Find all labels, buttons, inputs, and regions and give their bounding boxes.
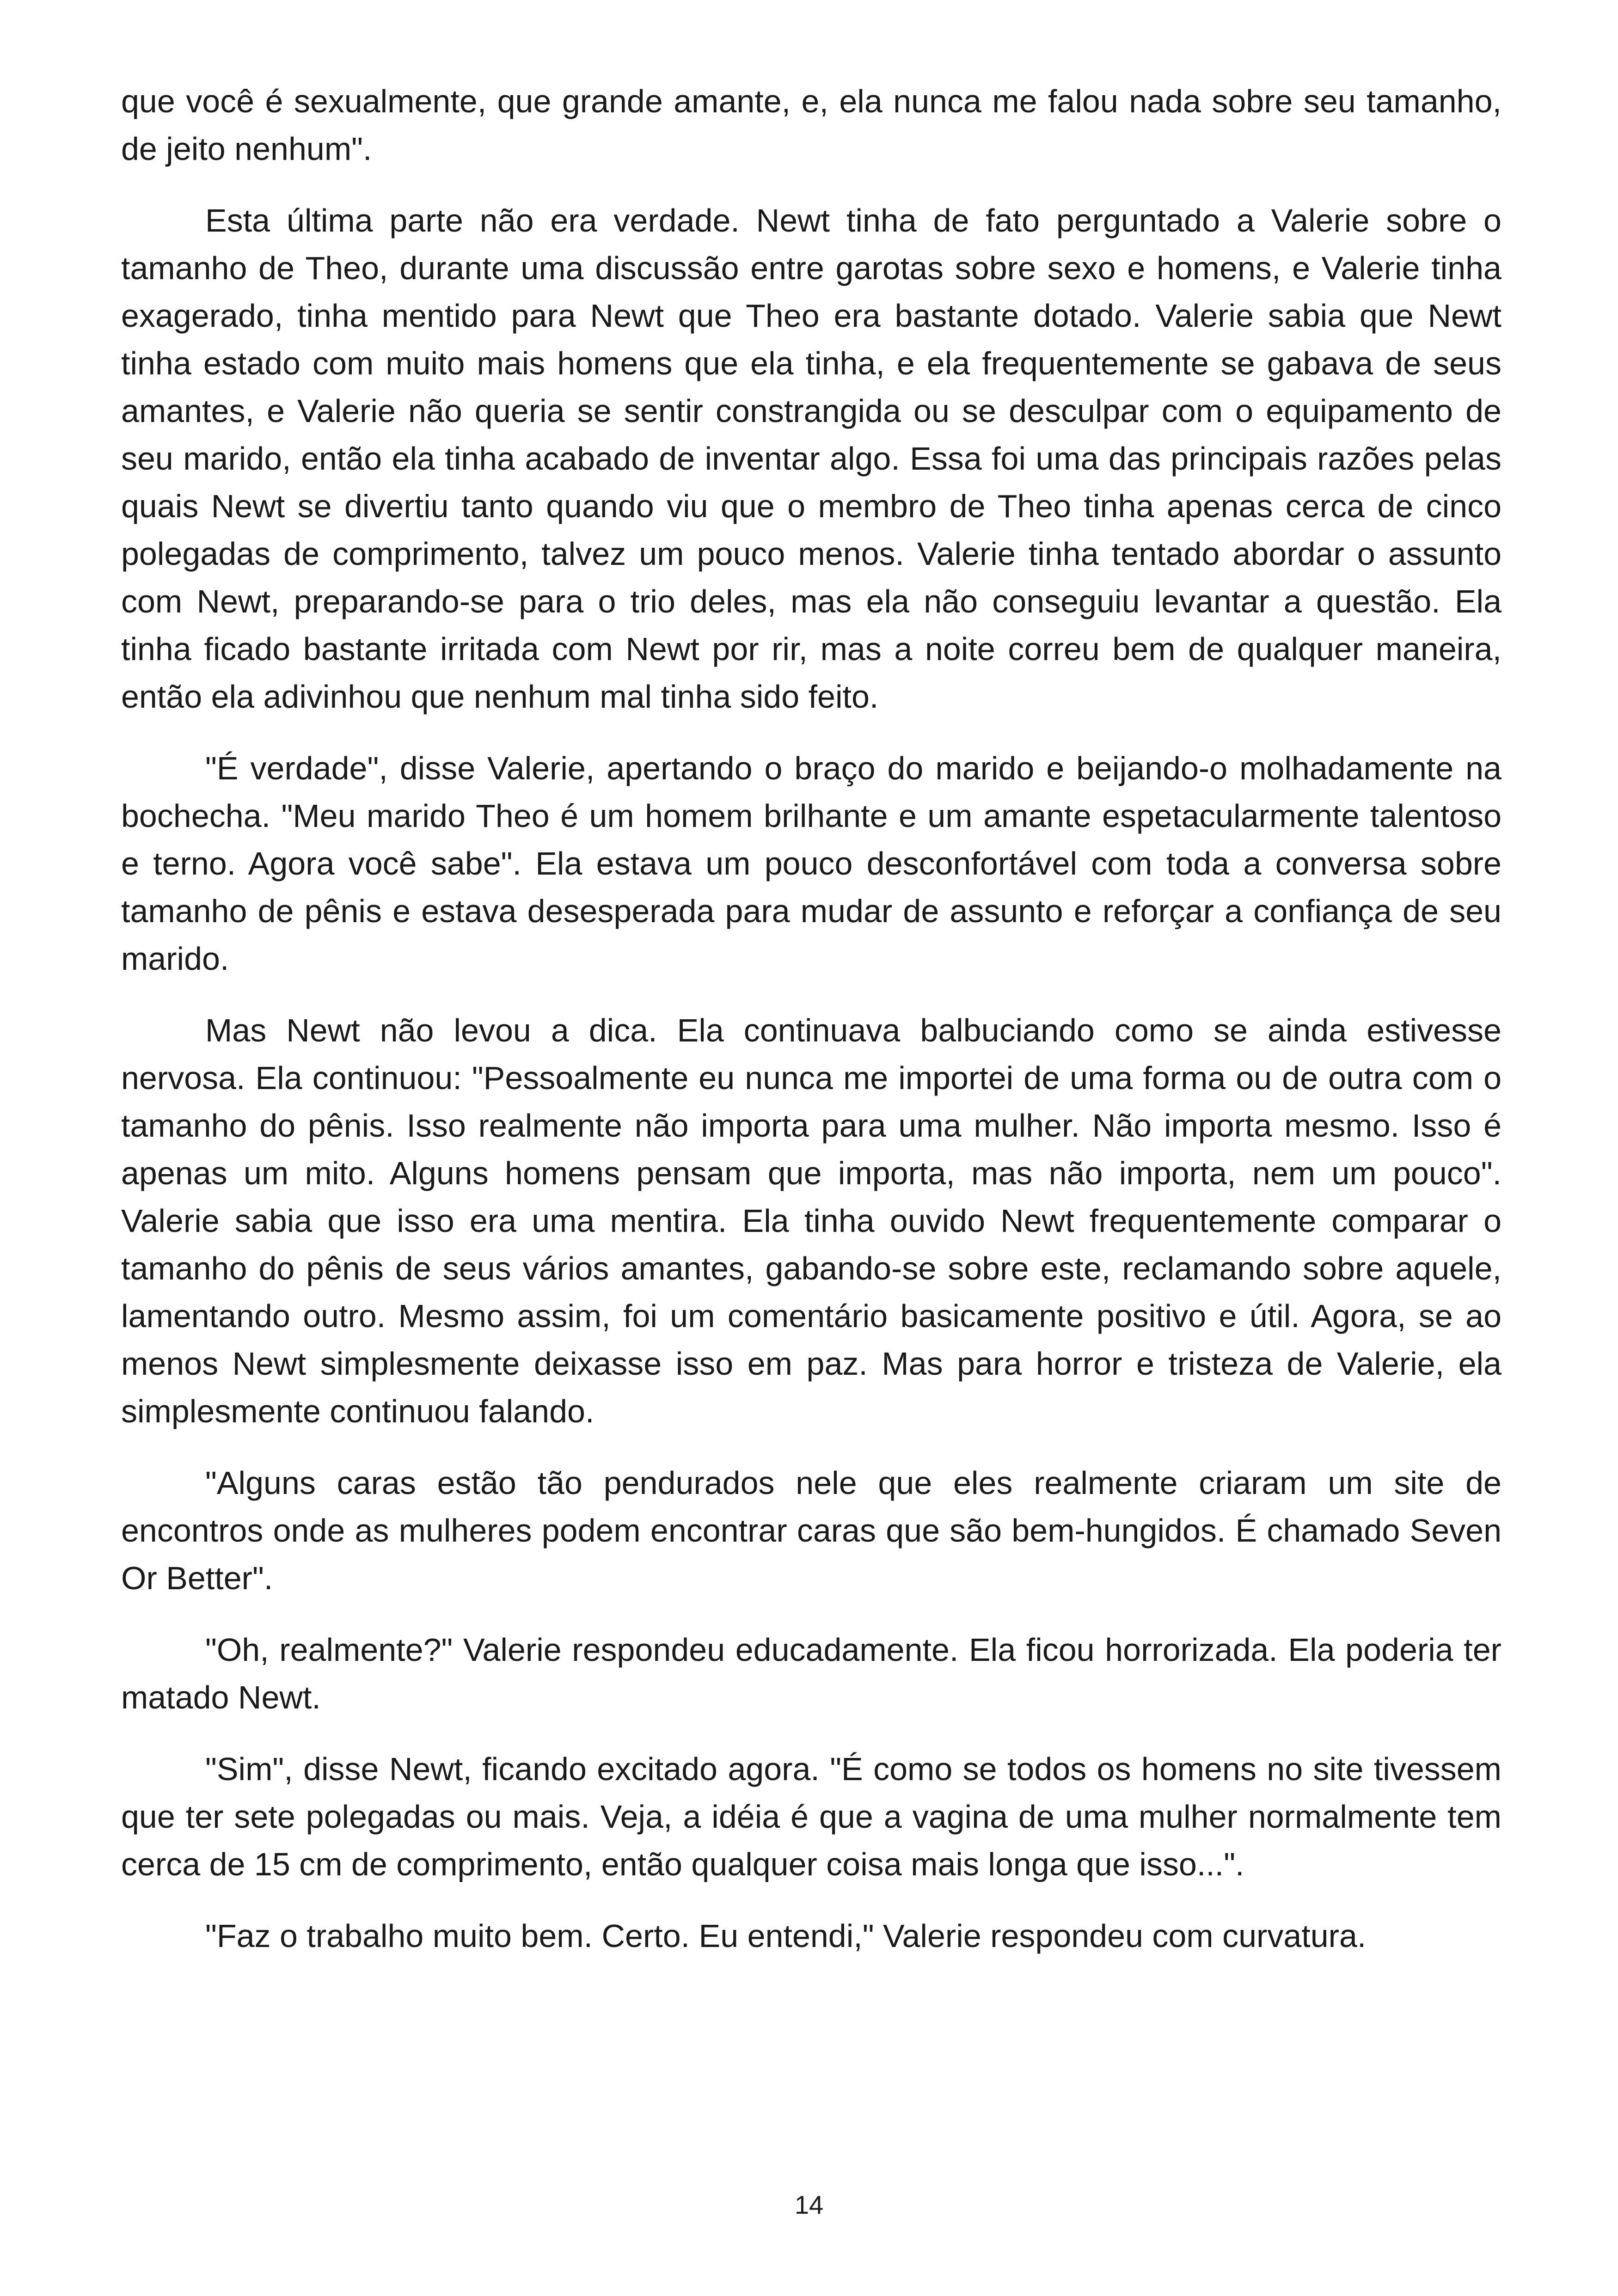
- paragraph: "Faz o trabalho muito bem. Certo. Eu entendi," Valerie respondeu com curvatura.: [205, 1918, 1367, 1954]
- paragraph: "É verdade", disse Valerie, apertando o braço do marido e beijando-o molhadamente na bochecha. "Meu marido Theo é um homem brilhante e um amante espetacularmente talentoso e terno. Agora você sabe". Ela estava um pouco desconfortável com toda a conversa sobre tamanho de pênis e estava desesperada para mudar de assunto e reforçar a confiança de seu marido.: [121, 750, 1502, 977]
- paragraph: "Alguns caras estão tão pendurados nele que eles realmente criaram um site de encontros onde as mulheres podem encontrar caras que são bem-hungidos. É chamado Seven Or Better".: [121, 1465, 1502, 1596]
- paragraph: "Sim", disse Newt, ficando excitado agora. "É como se todos os homens no site tivessem que ter sete polegadas ou mais. Veja, a idéia é que a vagina de uma mulher normalmente tem cerca de 15 cm de comprimento, então qualquer coisa mais longa que isso...".: [121, 1751, 1502, 1882]
- paragraph: Esta última parte não era verdade. Newt tinha de fato perguntado a Valerie sobre o tamanho de Theo, durante uma discussão entre garotas sobre sexo e homens, e Valerie tinha exagerado, tinha mentido para Newt que Theo era bastante dotado. Valerie sabia que Newt tinha estado com muito mais homens que ela tinha, e ela frequentemente se gabava de seus amantes, e Valerie não queria se sentir constrangida ou se desculpar com o equipamento de seu marido, então ela tinha acabado de inventar algo. Essa foi uma das principais razões pelas quais Newt se divertiu tanto quando viu que o membro de Theo tinha apenas cerca de cinco polegadas de comprimento, talvez um pouco menos. Valerie tinha tentado abordar o assunto com Newt, preparando-se para o trio deles, mas ela não conseguiu levantar a questão. Ela tinha ficado bastante irritada com Newt por rir, mas a noite correu bem de qualquer maneira, então ela adivinhou que nenhum mal tinha sido feito.: [121, 202, 1502, 715]
- paragraph: "Oh, realmente?" Valerie respondeu educadamente. Ela ficou horrorizada. Ela poderia ter matado Newt.: [121, 1632, 1502, 1715]
- page-number: 14: [794, 2190, 824, 2219]
- paragraph-continuation: que você é sexualmente, que grande amante, e, ela nunca me falou nada sobre seu tamanho, de jeito nenhum".: [121, 83, 1502, 167]
- page-body: [121, 78, 1502, 1984]
- paragraph: Mas Newt não levou a dica. Ela continuava balbuciando como se ainda estivesse nervosa. Ela continuou: "Pessoalmente eu nunca me importei de uma forma ou de outra com o tamanho do pênis. Isso realmente não importa para uma mulher. Não importa mesmo. Isso é apenas um mito. Alguns homens pensam que importa, mas não importa, nem um pouco". Valerie sabia que isso era uma mentira. Ela tinha ouvido Newt frequentemente comparar o tamanho do pênis de seus vários amantes, gabando-se sobre este, reclamando sobre aquele, lamentando outro. Mesmo assim, foi um comentário basicamente positivo e útil. Agora, se ao menos Newt simplesmente deixasse isso em paz. Mas para horror e tristeza de Valerie, ela simplesmente continuou falando.: [121, 1012, 1502, 1429]
